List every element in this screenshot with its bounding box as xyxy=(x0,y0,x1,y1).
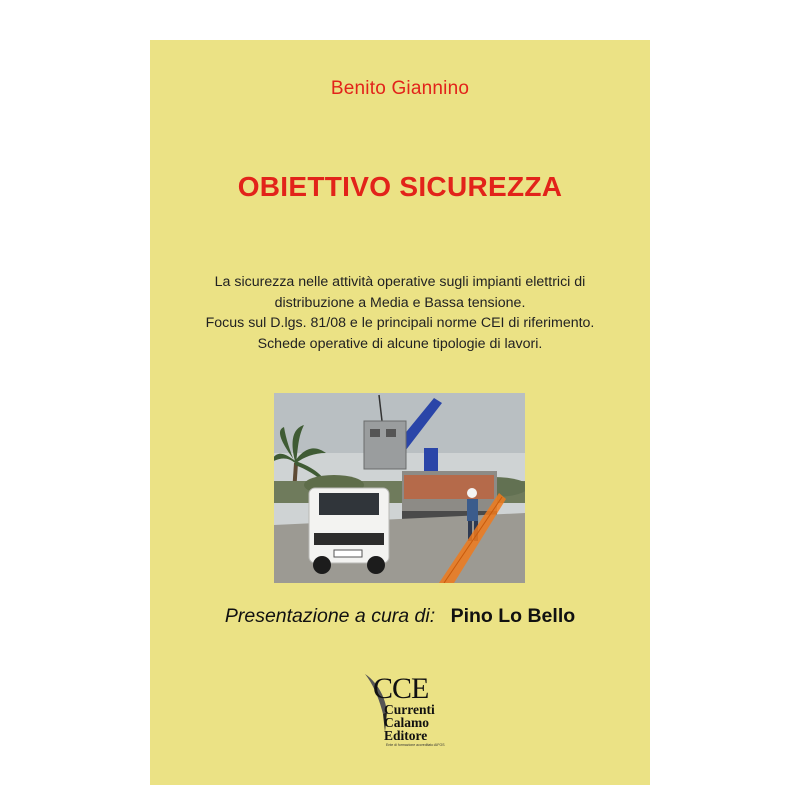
cover-photo xyxy=(274,393,525,583)
book-title: OBIETTIVO SICUREZZA xyxy=(237,171,563,202)
publisher-note: Ente di formazione accreditato AIFOS xyxy=(386,743,445,747)
crane-truck-photo xyxy=(274,393,525,583)
book-cover xyxy=(150,40,650,785)
subtitle-line: Focus sul D.lgs. 81/08 e le principali norme CEI di riferimento. xyxy=(205,315,595,331)
publisher-acronym: CCE xyxy=(373,672,429,705)
publisher-name-line: Currenti xyxy=(384,702,435,717)
subtitle-line: Schede operative di alcune tipologie di lavori. xyxy=(257,335,543,352)
book-subtitle xyxy=(170,272,630,354)
publisher-name-line: Calamo xyxy=(384,715,429,730)
subtitle-line: La sicurezza nelle attività operative sugli impianti elettrici di xyxy=(214,274,586,290)
presenter-name: Pino Lo Bello xyxy=(450,605,576,627)
author-name: Benito Giannino xyxy=(330,78,470,99)
presentation-label: Presentazione a cura di: xyxy=(224,605,436,627)
presentation-credit xyxy=(150,605,650,628)
subtitle-line: distribuzione a Media e Bassa tensione. xyxy=(274,294,526,311)
publisher-name-line: Editore xyxy=(384,728,428,743)
publisher-logo xyxy=(363,672,463,752)
